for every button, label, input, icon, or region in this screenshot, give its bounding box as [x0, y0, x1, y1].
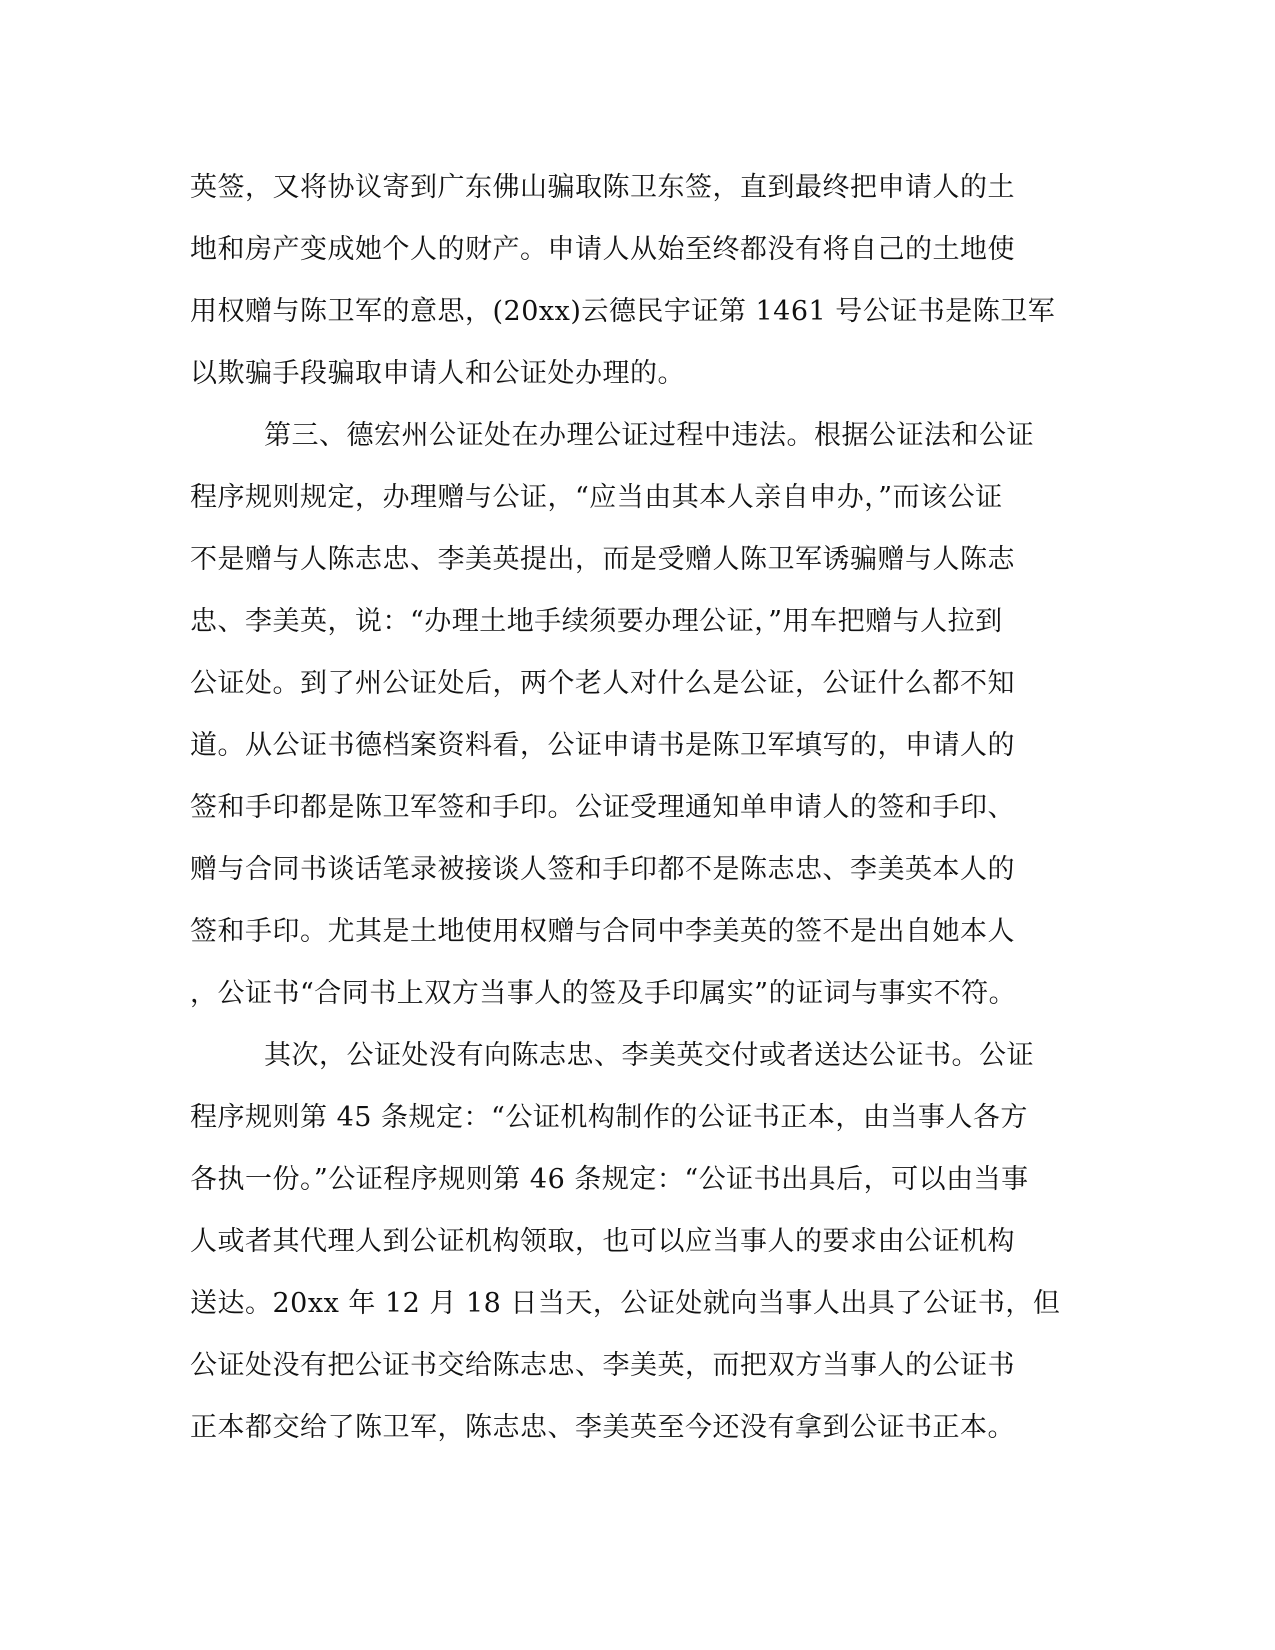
text-line: 英签，又将协议寄到广东佛山骗取陈卫东签，直到最终把申请人的土: [190, 172, 1015, 203]
text-line: 以欺骗手段骗取申请人和公证处办理的。: [190, 358, 685, 389]
text-line: 各执一份。”公证程序规则第 46 条规定：“公证书出具后，可以由当事: [190, 1164, 1029, 1195]
text-line: 签和手印都是陈卫军签和手印。公证受理通知单申请人的签和手印、: [190, 792, 1015, 823]
body-text: [190, 157, 1090, 1459]
paragraph-first-line: 其次，公证处没有向陈志忠、李美英交付或者送达公证书。公证: [264, 1040, 1034, 1071]
text-line: 程序规则第 45 条规定：“公证机构制作的公证书正本，由当事人各方: [190, 1102, 1028, 1133]
text-line: 正本都交给了陈卫军，陈志忠、李美英至今还没有拿到公证书正本。: [190, 1412, 1015, 1443]
text-line: 用权赠与陈卫军的意思，(20xx)云德民宇证第 1461 号公证书是陈卫军: [190, 296, 1056, 327]
text-line: 公证处。到了州公证处后，两个老人对什么是公证，公证什么都不知: [190, 668, 1015, 699]
paragraph-first-line: 第三、德宏州公证处在办理公证过程中违法。根据公证法和公证: [264, 420, 1034, 451]
text-line: 程序规则规定，办理赠与公证，“应当由其本人亲自申办，”而该公证: [190, 482, 1003, 513]
text-line: 不是赠与人陈志忠、李美英提出，而是受赠人陈卫军诱骗赠与人陈志: [190, 544, 1015, 575]
text-line: 赠与合同书谈话笔录被接谈人签和手印都不是陈志忠、李美英本人的: [190, 854, 1015, 885]
text-line: 地和房产变成她个人的财产。申请人从始至终都没有将自己的土地使: [190, 234, 1015, 265]
text-line: 人或者其代理人到公证机构领取，也可以应当事人的要求由公证机构: [190, 1226, 1015, 1257]
text-line: ，公证书“合同书上双方当事人的签及手印属实”的证词与事实不符。: [190, 978, 1017, 1009]
text-line: 公证处没有把公证书交给陈志忠、李美英，而把双方当事人的公证书: [190, 1350, 1015, 1381]
text-line: 送达。20xx 年 12 月 18 日当天，公证处就向当事人出具了公证书，但: [190, 1288, 1061, 1319]
text-line: 道。从公证书德档案资料看，公证申请书是陈卫军填写的，申请人的: [190, 730, 1015, 761]
text-line: 忠、李美英，说：“办理土地手续须要办理公证，”用车把赠与人拉到: [190, 606, 1003, 637]
text-line: 签和手印。尤其是土地使用权赠与合同中李美英的签不是出自她本人: [190, 916, 1015, 947]
